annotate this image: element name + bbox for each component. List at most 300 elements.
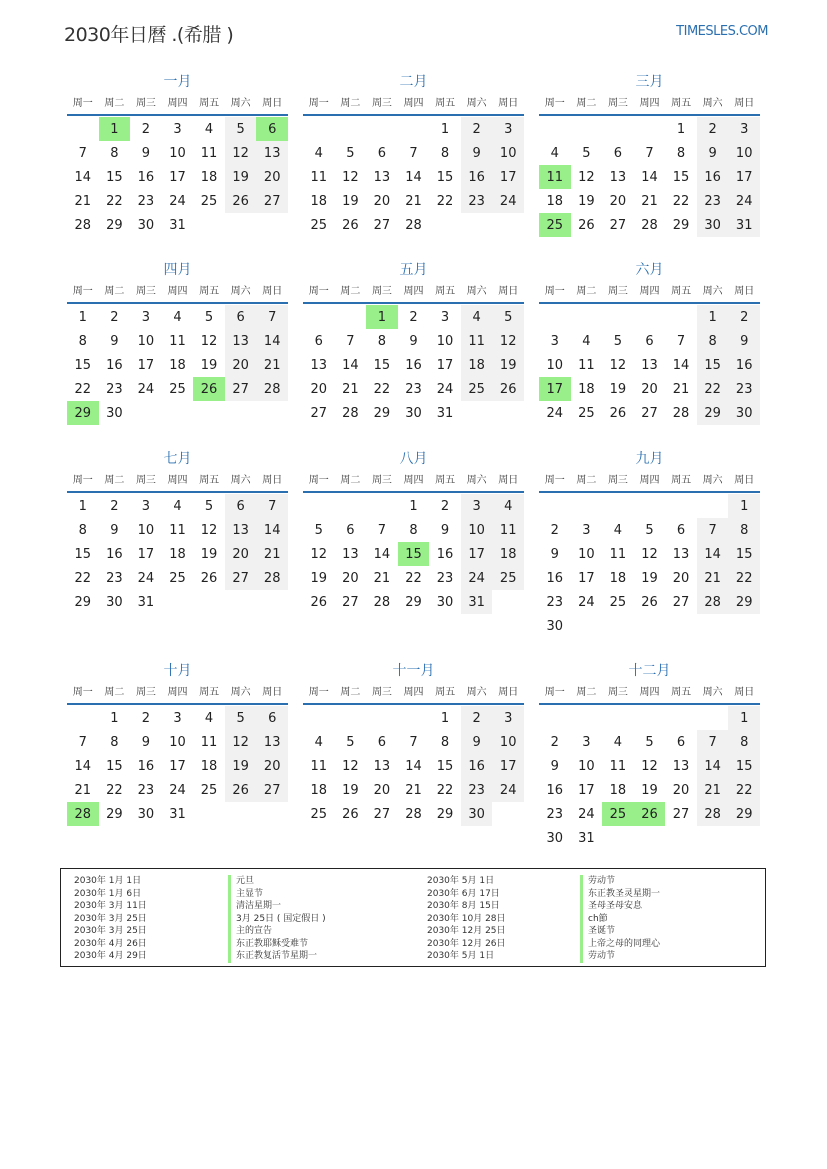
day-cell: 13 — [672, 546, 690, 562]
day-cell: 23 — [137, 782, 155, 798]
holiday-day-cell: 17 — [539, 377, 571, 401]
weekday-label: 周日 — [734, 687, 755, 698]
day-cell: 27 — [225, 566, 257, 590]
day-cell: 22 — [373, 381, 391, 397]
day-cell: 19 — [641, 782, 658, 798]
day-cell: 30 — [137, 217, 155, 233]
day-cell: 5 — [314, 522, 323, 538]
month-block — [303, 72, 524, 237]
day-cell: 5 — [613, 333, 623, 349]
weekday-label: 周日 — [262, 98, 283, 109]
weekday-label: 周六 — [230, 475, 251, 486]
weekday-label: 周三 — [371, 687, 392, 698]
day-cell: 16 — [697, 165, 729, 189]
weekday-label: 周五 — [199, 98, 220, 109]
legend-date: 2030年 3月 11日 — [74, 901, 147, 911]
legend-holiday-name: 劳动节 — [580, 950, 660, 963]
weekday-label: 周三 — [371, 98, 392, 109]
empty-cell — [335, 117, 367, 141]
day-cell: 6 — [256, 706, 288, 730]
empty-cell — [67, 706, 99, 730]
legend-date: 2030年 6月 17日 — [427, 888, 500, 899]
day-cell: 10 — [137, 333, 155, 349]
weekday-label: 周二 — [340, 687, 361, 698]
day-cell: 15 — [728, 754, 760, 778]
day-cell: 29 — [728, 802, 760, 826]
day-cell: 11 — [310, 758, 328, 774]
day-cell: 11 — [609, 546, 627, 562]
day-cell: 7 — [377, 522, 387, 538]
empty-cell — [398, 706, 430, 730]
legend-holiday-name: 劳动节 — [580, 875, 660, 888]
holiday-day-cell: 26 — [634, 802, 666, 826]
legend-date: 2030年 10月 28日 — [427, 913, 506, 924]
day-grid — [303, 706, 524, 826]
day-cell: 6 — [645, 333, 654, 349]
day-cell: 6 — [676, 522, 686, 538]
day-cell: 4 — [461, 305, 493, 329]
day-cell: 13 — [256, 141, 288, 165]
month-name: 五月 — [399, 262, 428, 278]
day-cell: 13 — [373, 169, 391, 185]
weekday-label: 周四 — [639, 687, 660, 698]
legend-holiday-name: 上帝之母的同理心 — [580, 938, 660, 951]
day-cell: 18 — [609, 570, 627, 586]
day-cell: 3 — [492, 706, 524, 730]
weekday-label: 周二 — [104, 475, 125, 486]
day-cell: 21 — [697, 778, 729, 802]
weekday-label: 周日 — [498, 475, 519, 486]
weekday-header — [539, 682, 760, 705]
day-cell: 29 — [697, 401, 729, 425]
day-cell: 14 — [697, 754, 729, 778]
legend-date: 2030年 3月 25日 — [74, 926, 147, 936]
day-cell: 4 — [613, 734, 623, 750]
day-cell: 4 — [550, 145, 559, 161]
day-cell: 3 — [141, 309, 151, 325]
day-cell: 4 — [173, 309, 182, 325]
legend-holiday-name: 圣母圣母安息 — [580, 900, 660, 913]
day-cell: 21 — [74, 193, 92, 209]
site-link[interactable]: TIMESLES.COM — [676, 24, 768, 39]
day-cell: 22 — [405, 570, 422, 586]
legend-date: 2030年 4月 26日 — [74, 938, 147, 949]
day-cell: 29 — [405, 594, 422, 610]
month-name: 六月 — [635, 262, 664, 278]
day-grid — [539, 117, 760, 237]
day-grid — [67, 494, 288, 614]
day-cell: 10 — [728, 141, 760, 165]
day-grid — [67, 706, 288, 826]
day-cell: 18 — [169, 546, 186, 562]
day-cell: 2 — [440, 498, 450, 514]
day-cell: 4 — [492, 494, 524, 518]
holiday-legend — [60, 868, 766, 967]
day-cell: 6 — [346, 522, 355, 538]
day-cell: 18 — [461, 353, 493, 377]
weekday-label: 周四 — [639, 98, 660, 109]
month-name: 一月 — [163, 74, 192, 90]
day-cell: 12 — [641, 546, 658, 562]
day-grid — [539, 494, 760, 638]
day-cell: 16 — [137, 169, 155, 185]
legend-holiday-name: ch節 — [580, 913, 660, 926]
day-cell: 5 — [225, 117, 257, 141]
empty-cell — [539, 494, 571, 518]
legend-date: 2030年 4月 29日 — [74, 951, 147, 961]
weekday-label: 周二 — [576, 475, 597, 486]
day-cell: 2 — [110, 498, 119, 514]
month-block — [539, 72, 760, 237]
day-grid — [67, 117, 288, 237]
empty-cell — [303, 305, 335, 329]
day-cell: 13 — [256, 730, 288, 754]
day-cell: 29 — [672, 217, 690, 233]
day-cell: 11 — [200, 145, 218, 161]
day-cell: 3 — [492, 117, 524, 141]
month-block — [303, 661, 524, 826]
weekday-label: 周六 — [466, 475, 487, 486]
day-cell: 25 — [578, 405, 595, 421]
day-cell: 30 — [546, 830, 564, 846]
day-cell: 10 — [492, 141, 524, 165]
day-cell: 1 — [728, 706, 760, 730]
day-cell: 5 — [645, 522, 654, 538]
day-cell: 9 — [141, 734, 151, 750]
day-cell: 6 — [225, 305, 257, 329]
empty-cell — [335, 305, 367, 329]
weekday-label: 周四 — [403, 687, 424, 698]
day-cell: 31 — [578, 830, 595, 846]
empty-cell — [602, 706, 634, 730]
day-cell: 23 — [697, 189, 729, 213]
day-cell: 5 — [582, 145, 591, 161]
day-cell: 27 — [256, 778, 288, 802]
day-cell: 14 — [641, 169, 658, 185]
day-cell: 11 — [169, 333, 186, 349]
day-cell: 1 — [78, 498, 87, 514]
day-cell: 12 — [225, 730, 257, 754]
weekday-label: 周日 — [262, 687, 283, 698]
day-cell: 21 — [405, 193, 422, 209]
day-cell: 28 — [405, 806, 422, 822]
day-cell: 25 — [169, 570, 186, 586]
day-cell: 15 — [74, 357, 92, 373]
day-cell: 12 — [200, 333, 218, 349]
day-cell: 11 — [461, 329, 493, 353]
empty-cell — [303, 706, 335, 730]
weekday-label: 周四 — [403, 286, 424, 297]
day-cell: 13 — [310, 357, 328, 373]
day-cell: 28 — [342, 405, 359, 421]
day-cell: 17 — [137, 357, 155, 373]
day-cell: 8 — [110, 734, 119, 750]
day-cell: 4 — [314, 145, 323, 161]
day-cell: 7 — [697, 730, 729, 754]
month-name: 十二月 — [628, 663, 671, 679]
day-grid — [67, 305, 288, 425]
holiday-day-cell: 1 — [99, 117, 131, 141]
empty-cell — [67, 117, 99, 141]
month-name: 十一月 — [392, 663, 435, 679]
day-cell: 18 — [200, 169, 218, 185]
day-cell: 18 — [169, 357, 186, 373]
day-cell: 17 — [461, 542, 493, 566]
day-cell: 24 — [169, 782, 186, 798]
day-cell: 26 — [342, 806, 359, 822]
day-cell: 16 — [546, 570, 564, 586]
weekday-label: 周一 — [308, 475, 329, 486]
day-cell: 19 — [310, 570, 328, 586]
day-cell: 2 — [550, 522, 559, 538]
day-cell: 23 — [461, 778, 493, 802]
weekday-label: 周五 — [435, 687, 456, 698]
day-cell: 22 — [106, 193, 123, 209]
day-cell: 6 — [314, 333, 323, 349]
page-title: 2030年日曆 .(希腊 ) — [64, 24, 234, 46]
month-name: 八月 — [399, 451, 428, 467]
day-cell: 22 — [697, 377, 729, 401]
day-cell: 2 — [141, 121, 151, 137]
day-cell: 24 — [578, 594, 595, 610]
weekday-label: 周一 — [308, 98, 329, 109]
day-cell: 18 — [578, 381, 595, 397]
day-cell: 19 — [225, 754, 257, 778]
day-cell: 28 — [641, 217, 658, 233]
day-cell: 3 — [173, 710, 182, 726]
weekday-label: 周日 — [734, 286, 755, 297]
day-cell: 4 — [173, 498, 182, 514]
legend-date: 2030年 3月 25日 — [74, 913, 147, 924]
day-cell: 1 — [697, 305, 729, 329]
weekday-label: 周二 — [576, 687, 597, 698]
day-cell: 13 — [641, 357, 658, 373]
day-cell: 30 — [106, 594, 123, 610]
day-cell: 26 — [492, 377, 524, 401]
day-cell: 24 — [461, 566, 493, 590]
day-cell: 9 — [550, 758, 559, 774]
day-cell: 29 — [106, 806, 123, 822]
day-cell: 15 — [106, 169, 123, 185]
weekday-label: 周六 — [702, 286, 723, 297]
weekday-label: 周五 — [435, 475, 456, 486]
legend-holiday-name: 3月 25日 ( 国定假日 ) — [228, 913, 326, 926]
day-cell: 10 — [546, 357, 564, 373]
day-cell: 21 — [373, 570, 391, 586]
weekday-label: 周四 — [167, 98, 188, 109]
weekday-label: 周五 — [435, 286, 456, 297]
legend-holiday-name: 圣诞节 — [580, 925, 660, 938]
day-cell: 16 — [546, 782, 564, 798]
day-cell: 18 — [492, 542, 524, 566]
day-cell: 27 — [609, 217, 627, 233]
day-cell: 19 — [342, 193, 359, 209]
day-cell: 13 — [342, 546, 359, 562]
holiday-day-cell: 25 — [602, 802, 634, 826]
day-cell: 7 — [645, 145, 654, 161]
day-cell: 7 — [256, 305, 288, 329]
day-cell: 19 — [492, 353, 524, 377]
day-cell: 1 — [728, 494, 760, 518]
day-cell: 30 — [106, 405, 123, 421]
empty-cell — [335, 494, 367, 518]
day-cell: 15 — [373, 357, 391, 373]
day-cell: 26 — [578, 217, 595, 233]
legend-date: 2030年 5月 1日 — [427, 951, 495, 961]
day-cell: 28 — [697, 590, 729, 614]
day-cell: 2 — [409, 309, 418, 325]
day-cell: 24 — [169, 193, 186, 209]
day-cell: 2 — [550, 734, 559, 750]
empty-cell — [634, 305, 666, 329]
weekday-header — [303, 281, 524, 304]
day-cell: 7 — [676, 333, 686, 349]
legend-date: 2030年 8月 15日 — [427, 901, 500, 911]
day-cell: 2 — [110, 309, 119, 325]
empty-cell — [366, 117, 398, 141]
day-cell: 9 — [550, 546, 559, 562]
weekday-label: 周三 — [135, 475, 156, 486]
month-block — [67, 72, 288, 237]
day-cell: 1 — [676, 121, 686, 137]
day-cell: 9 — [440, 522, 450, 538]
day-cell: 8 — [676, 145, 686, 161]
day-cell: 14 — [342, 357, 359, 373]
day-cell: 3 — [173, 121, 182, 137]
holiday-day-cell: 6 — [256, 117, 288, 141]
weekday-header — [539, 470, 760, 493]
weekday-label: 周二 — [104, 286, 125, 297]
day-cell: 1 — [409, 498, 418, 514]
day-cell: 23 — [461, 189, 493, 213]
day-cell: 2 — [141, 710, 151, 726]
day-cell: 12 — [641, 758, 658, 774]
day-cell: 10 — [578, 546, 595, 562]
day-cell: 23 — [405, 381, 422, 397]
month-block — [303, 449, 524, 614]
legend-left-dates — [74, 875, 147, 963]
day-cell: 15 — [436, 758, 454, 774]
weekday-header — [539, 93, 760, 116]
day-cell: 4 — [204, 121, 214, 137]
month-name: 九月 — [635, 451, 664, 467]
empty-cell — [571, 305, 603, 329]
day-cell: 19 — [200, 546, 218, 562]
day-cell: 26 — [200, 570, 218, 586]
day-cell: 14 — [74, 169, 92, 185]
day-cell: 28 — [672, 405, 690, 421]
weekday-label: 周日 — [262, 475, 283, 486]
day-cell: 16 — [106, 546, 123, 562]
weekday-label: 周六 — [230, 687, 251, 698]
weekday-label: 周日 — [498, 98, 519, 109]
day-cell: 5 — [492, 305, 524, 329]
weekday-label: 周二 — [576, 286, 597, 297]
legend-holiday-name: 东正教耶稣受难节 — [228, 938, 326, 951]
day-cell: 28 — [405, 217, 422, 233]
day-cell: 10 — [436, 333, 454, 349]
day-cell: 31 — [436, 405, 454, 421]
day-cell: 30 — [405, 405, 422, 421]
day-cell: 24 — [728, 189, 760, 213]
day-cell: 11 — [578, 357, 595, 373]
weekday-label: 周三 — [135, 286, 156, 297]
day-cell: 19 — [641, 570, 658, 586]
legend-holiday-name: 东正教复活节星期一 — [228, 950, 326, 963]
weekday-label: 周三 — [371, 475, 392, 486]
day-cell: 8 — [440, 734, 450, 750]
day-cell: 29 — [74, 594, 92, 610]
day-cell: 2 — [461, 706, 493, 730]
weekday-label: 周四 — [167, 687, 188, 698]
day-cell: 3 — [582, 522, 591, 538]
day-cell: 30 — [436, 594, 454, 610]
day-cell: 24 — [492, 778, 524, 802]
weekday-label: 周一 — [72, 98, 93, 109]
weekday-header — [303, 470, 524, 493]
day-cell: 22 — [436, 193, 454, 209]
empty-cell — [366, 494, 398, 518]
day-cell: 26 — [609, 405, 627, 421]
day-cell: 18 — [310, 193, 328, 209]
day-cell: 9 — [728, 329, 760, 353]
holiday-day-cell: 1 — [366, 305, 398, 329]
day-cell: 19 — [200, 357, 218, 373]
day-cell: 1 — [440, 121, 450, 137]
empty-cell — [539, 305, 571, 329]
empty-cell — [634, 706, 666, 730]
weekday-label: 周一 — [544, 286, 565, 297]
month-name: 七月 — [163, 451, 192, 467]
day-cell: 3 — [141, 498, 151, 514]
day-cell: 6 — [377, 734, 387, 750]
weekday-label: 周三 — [607, 475, 628, 486]
day-cell: 11 — [310, 169, 328, 185]
weekday-label: 周五 — [199, 286, 220, 297]
day-cell: 13 — [609, 169, 627, 185]
empty-cell — [665, 305, 697, 329]
month-block — [303, 260, 524, 425]
day-cell: 25 — [169, 381, 186, 397]
empty-cell — [571, 117, 603, 141]
day-cell: 14 — [256, 518, 288, 542]
day-cell: 10 — [169, 734, 186, 750]
day-cell: 13 — [225, 518, 257, 542]
weekday-label: 周六 — [230, 98, 251, 109]
weekday-label: 周二 — [576, 98, 597, 109]
day-cell: 20 — [225, 542, 257, 566]
day-cell: 15 — [106, 758, 123, 774]
weekday-label: 周四 — [403, 98, 424, 109]
day-cell: 22 — [672, 193, 690, 209]
day-cell: 21 — [405, 782, 422, 798]
day-cell: 8 — [78, 522, 87, 538]
day-cell: 12 — [310, 546, 328, 562]
weekday-label: 周三 — [607, 286, 628, 297]
weekday-label: 周日 — [498, 286, 519, 297]
day-cell: 5 — [346, 734, 355, 750]
day-cell: 20 — [672, 570, 690, 586]
day-cell: 21 — [697, 566, 729, 590]
day-cell: 7 — [78, 145, 87, 161]
day-cell: 4 — [613, 522, 623, 538]
month-block — [539, 260, 760, 425]
weekday-label: 周五 — [199, 475, 220, 486]
weekday-label: 周二 — [104, 98, 125, 109]
day-cell: 27 — [373, 806, 391, 822]
empty-cell — [539, 117, 571, 141]
weekday-label: 周一 — [72, 687, 93, 698]
